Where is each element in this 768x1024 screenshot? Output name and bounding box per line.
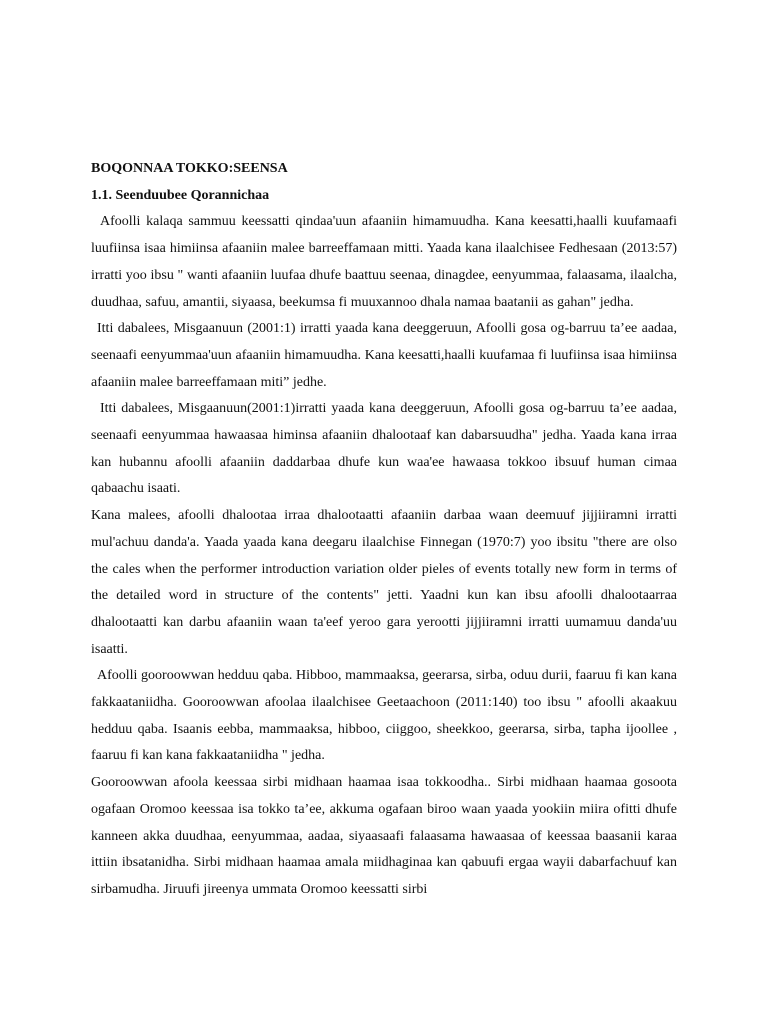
paragraph: Afoolli gooroowwan hedduu qaba. Hibboo, mammaaksa, geerarsa, sirba, oduu durii, faaruu fi kan kana fakkaataniidha. Gooroowwan afoolaa ilaalchisee Geetaachoon (2011:140) too ibsu " afoolli akaakuu hedduu qaba. Isaanis eebba, mammaaksa, hibboo, ciiggoo, sheekkoo, geerarsa, sirba, tapha ijoollee , faaruu fi kan kana fakkaataniidha " jedha. bbox=[91, 668, 677, 764]
paragraph: Afoolli kalaqa sammuu keessatti qindaa'uun afaaniin himamuudha. Kana keesatti,haalli kuufamaafi luufiinsa isaa himiinsa afaaniin malee barreeffamaan mitti. Yaada kana ilaalchisee Fedhesaan (2013:57) irratti yoo ibsu " wanti afaaniin luufaa dhufe baattuu seenaa, dinagdee, eenyummaa, falaasama, ilaalcha, duudhaa, safuu, amantii, siyaasa, beekumsa fi muuxannoo dhala namaa baatanii as gahan" jedha. bbox=[91, 214, 677, 310]
chapter-title: BOQONNAA TOKKO:SEENSA bbox=[91, 161, 288, 176]
section-title: 1.1. Seenduubee Qorannichaa bbox=[91, 187, 270, 203]
paragraph: Itti dabalees, Misgaanuun(2001:1)irratti yaada kana deeggeruun, Afoolli gosa og-barruu ta’ee aadaa, seenaafi eenyummaa hawaasaa himinsa afaaniin dhalootaaf kan dabarsuudha" jedha. Yaada kana irraa kan hubannu afoolli afaaniin daddarbaa dhufe kun waa'ee hawaasa tokkoo ibsuuf human cimaa qabaachu isaati. bbox=[91, 401, 677, 497]
paragraph: Gooroowwan afoola keessaa sirbi midhaan haamaa isaa tokkoodha.. Sirbi midhaan haamaa gosoota ogafaan Oromoo keessaa isa tokko ta’ee, akkuma ogafaan biroo waan yaada yookiin miira ofitti dhufe kanneen akka duudhaa, eenyummaa, aadaa, siyaasaafi falaasama hawaasaa of keessaa baasanii karaa ittiin ibsatanidha. Sirbi midhaan haamaa amala miidhaginaa kan qabuufi ergaa wayii dabarfachuuf kan sirbamudha. Jiruufi jireenya ummata Oromoo keessatti sirbi bbox=[91, 775, 677, 897]
document-page bbox=[91, 156, 677, 904]
paragraph: Kana malees, afoolli dhalootaa irraa dhalootaatti afaaniin darbaa waan deemuuf jijjiiramni irratti mul'achuu danda'a. Yaada yaada kana deegaru ilaalchise Finnegan (1970:7) yoo ibsitu "there are olso the cales when the performer introduction variation older pieles of events totally new form in terms of the detailed word in structure of the contents" jetti. Yaadni kun kan ibsu afoolli dhalootaarraa dhalootaatti kan darbu afaaniin waan ta'eef yeroo gara yerootti jijjiiramni irratti uumamuu danda'uu isaatti. bbox=[91, 508, 677, 657]
paragraph: Itti dabalees, Misgaanuun (2001:1) irratti yaada kana deeggeruun, Afoolli gosa og-barruu ta’ee aadaa, seenaafi eenyummaa'uun afaaniin himamuudha. Kana keesatti,haalli kuufamaa fi luufiinsa isaa himiinsa afaaniin malee barreeffamaan miti” jedhe. bbox=[91, 321, 677, 390]
